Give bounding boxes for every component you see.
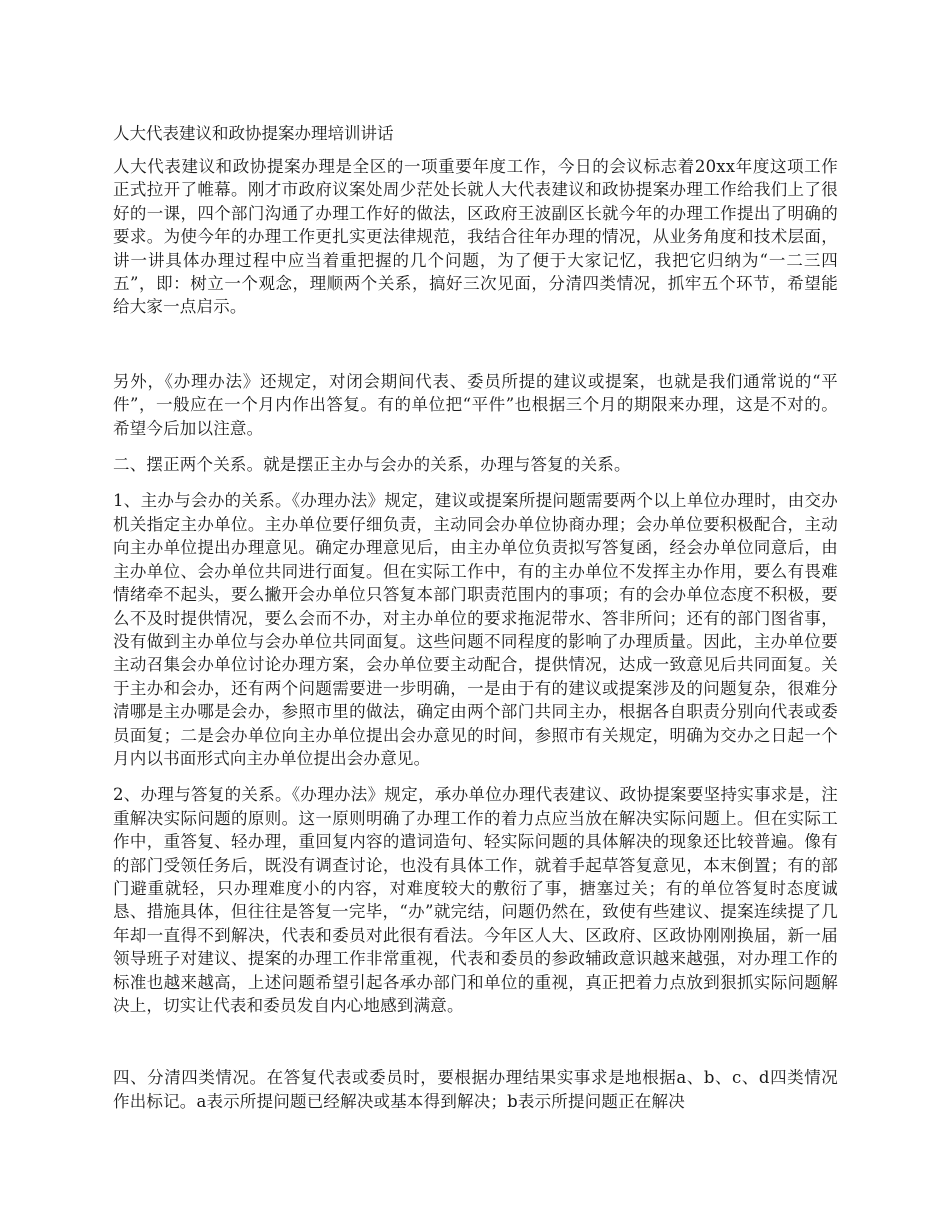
section-four-heading: 四、分清四类情况。在答复代表或委员时，要根据办理结果实事求是地根据a、b、c、d四类情况作出标记。a表示所提问题已经解决或基本得到解决；b表示所提问题正在解决 xyxy=(113,1068,838,1111)
section-two-item-one: 1、主办与会办的关系。《办理办法》规定，建议或提案所提问题需要两个以上单位办理时，由交办机关指定主办单位。主办单位要仔细负责，主动同会办单位协商办理；会办单位要积极配合，主动向主办单位提出办理意见。确定办理意见后，由主办单位负责拟写答复函，经会办单位同意后，由主办单位、会办单位共同进行面复。但在实际工作中，有的主办单位不发挥主办作用，要么有畏难情绪牵不起头，要么撇开会办单位只答复本部门职责范围内的事项；有的会办单位态度不积极，要么不及时提供情况，要么会而不办，对主办单位的要求拖泥带水、答非所问；还有的部门图省事，没有做到主办单位与会办单位共同面复。这些问题不同程度的影响了办理质量。因此，主办单位要主动召集会办单位讨论办理方案，会办单位要主动配合，提供情况，达成一致意见后共同面复。关于主办和会办，还有两个问题需要进一步明确，一是由于有的建议或提案涉及的问题复杂，很难分清哪是主办哪是会办，参照市里的做法，确定由两个部门共同主办，根据各自职责分别向代表或委员面复；二是会办单位向主办单位提出会办意见的时间，参照市有关规定，明确为交办之日起一个月内以书面形式向主办单位提出会办意见。 xyxy=(113,491,838,768)
paragraph-spacer xyxy=(113,332,838,370)
intro-paragraph: 人大代表建议和政协提案办理是全区的一项重要年度工作，今日的会议标志着20xx年度这项工作正式拉开了帷幕。刚才市政府议案处周少茫处长就人大代表建议和政协提案办理工作给我们上了很好的一课，四个部门沟通了办理工作好的做法，区政府王波副区长就今年的办理工作提出了明确的要求。为使今年的办理工作更扎实更法律规范，我结合往年办理的情况，从业务角度和技术层面，讲一讲具体办理过程中应当着重把握的几个问题，为了便于大家记忆，我把它归纳为“一二三四五”，即：树立一个观念，理顺两个关系，搞好三次见面，分清四类情况，抓牢五个环节，希望能给大家一点启示。 xyxy=(113,157,838,317)
document-title: 人大代表建议和政协提案办理培训讲话 xyxy=(113,124,394,143)
section-two-heading: 二、摆正两个关系。就是摆正主办与会办的关系，办理与答复的关系。 xyxy=(113,455,631,475)
section-two-item-two: 2、办理与答复的关系。《办理办法》规定，承办单位办理代表建议、政协提案要坚持实事求是，注重解决实际问题的原则。这一原则明确了办理工作的着力点应当放在解决实际问题上。但在实际工作中，重答复、轻办理，重回复内容的遣词造句、轻实际问题的具体解决的现象还比较普遍。像有的部门受领任务后，既没有调查讨论，也没有具体工作，就着手起草答复意见，本末倒置；有的部门避重就轻，只办理难度小的内容，对难度较大的敷衍了事，搪塞过关；有的单位答复时态度诚恳、措施具体，但往往是答复一完毕，“办”就完结，问题仍然在，致使有些建议、提案连续提了几年却一直得不到解决，代表和委员对此很有看法。今年区人大、区政府、区政协刚刚换届，新一届领导班子对建议、提案的办理工作非常重视，代表和委员的参政辅政意识越来越强，对办理工作的标准也越来越高，上述问题希望引起各承办部门和单位的重视，真正把着力点放到狠抓实际问题解决上，切实让代表和委员发自内心地感到满意。 xyxy=(113,785,838,1015)
document-page xyxy=(113,122,838,1126)
paragraph-spacer xyxy=(113,1030,838,1066)
additional-rule-paragraph: 另外，《办理办法》还规定，对闭会期间代表、委员所提的建议或提案，也就是我们通常说的“平件”，一般应在一个月内作出答复。有的单位把“平件”也根据三个月的期限来办理，这是不对的。希望今后加以注意。 xyxy=(113,371,838,438)
